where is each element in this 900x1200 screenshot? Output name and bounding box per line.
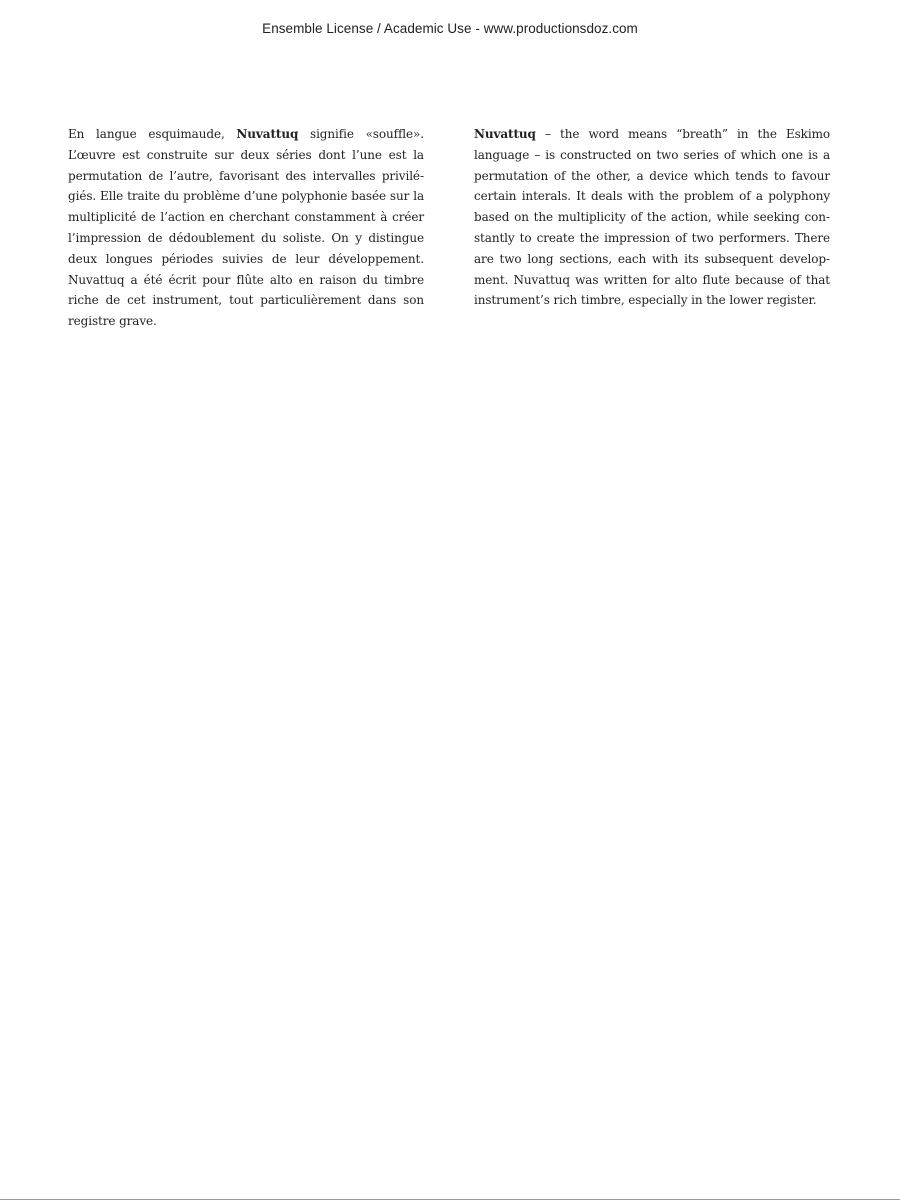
license-header: Ensemble License / Academic Use - www.productionsdoz.com — [262, 21, 638, 36]
english-body-text: – the word means “breath” in the Eskimo language – is constructed on two series of which one is a permutation of the other, a device which tends to favour certain interals. It deals with the problem of a polyphony based on the multiplicity of the action, while seeking constantly to create the impression of two performers. There are two long sections, each with its subsequent development. Nuvattuq was written for alto flute because of that instrument’s rich timbre, especially in the lower register. — [474, 127, 830, 308]
program-note-french — [68, 124, 424, 332]
french-intro-text: En langue esquimaude, — [68, 127, 237, 141]
program-note-english — [474, 124, 830, 311]
french-body-text: signifie «souffle». L’œuvre est construite sur deux séries dont l’une est la permutation de l’autre, favorisant des intervalles privilégiés. Elle traite du problème d’une polyphonie basée sur la multiplicité de l’action en cherchant constamment à créer l’impression de dédoublement du soliste. On y distingue deux longues périodes suivies de leur développement. Nuvattuq a été écrit pour flûte alto en raison du timbre riche de cet instrument, tout particulièrement dans son registre grave. — [68, 127, 425, 329]
french-paragraph — [68, 124, 424, 332]
french-work-title: Nuvattuq — [236, 127, 299, 141]
english-paragraph — [474, 124, 830, 311]
english-work-title: Nuvattuq — [474, 127, 536, 141]
